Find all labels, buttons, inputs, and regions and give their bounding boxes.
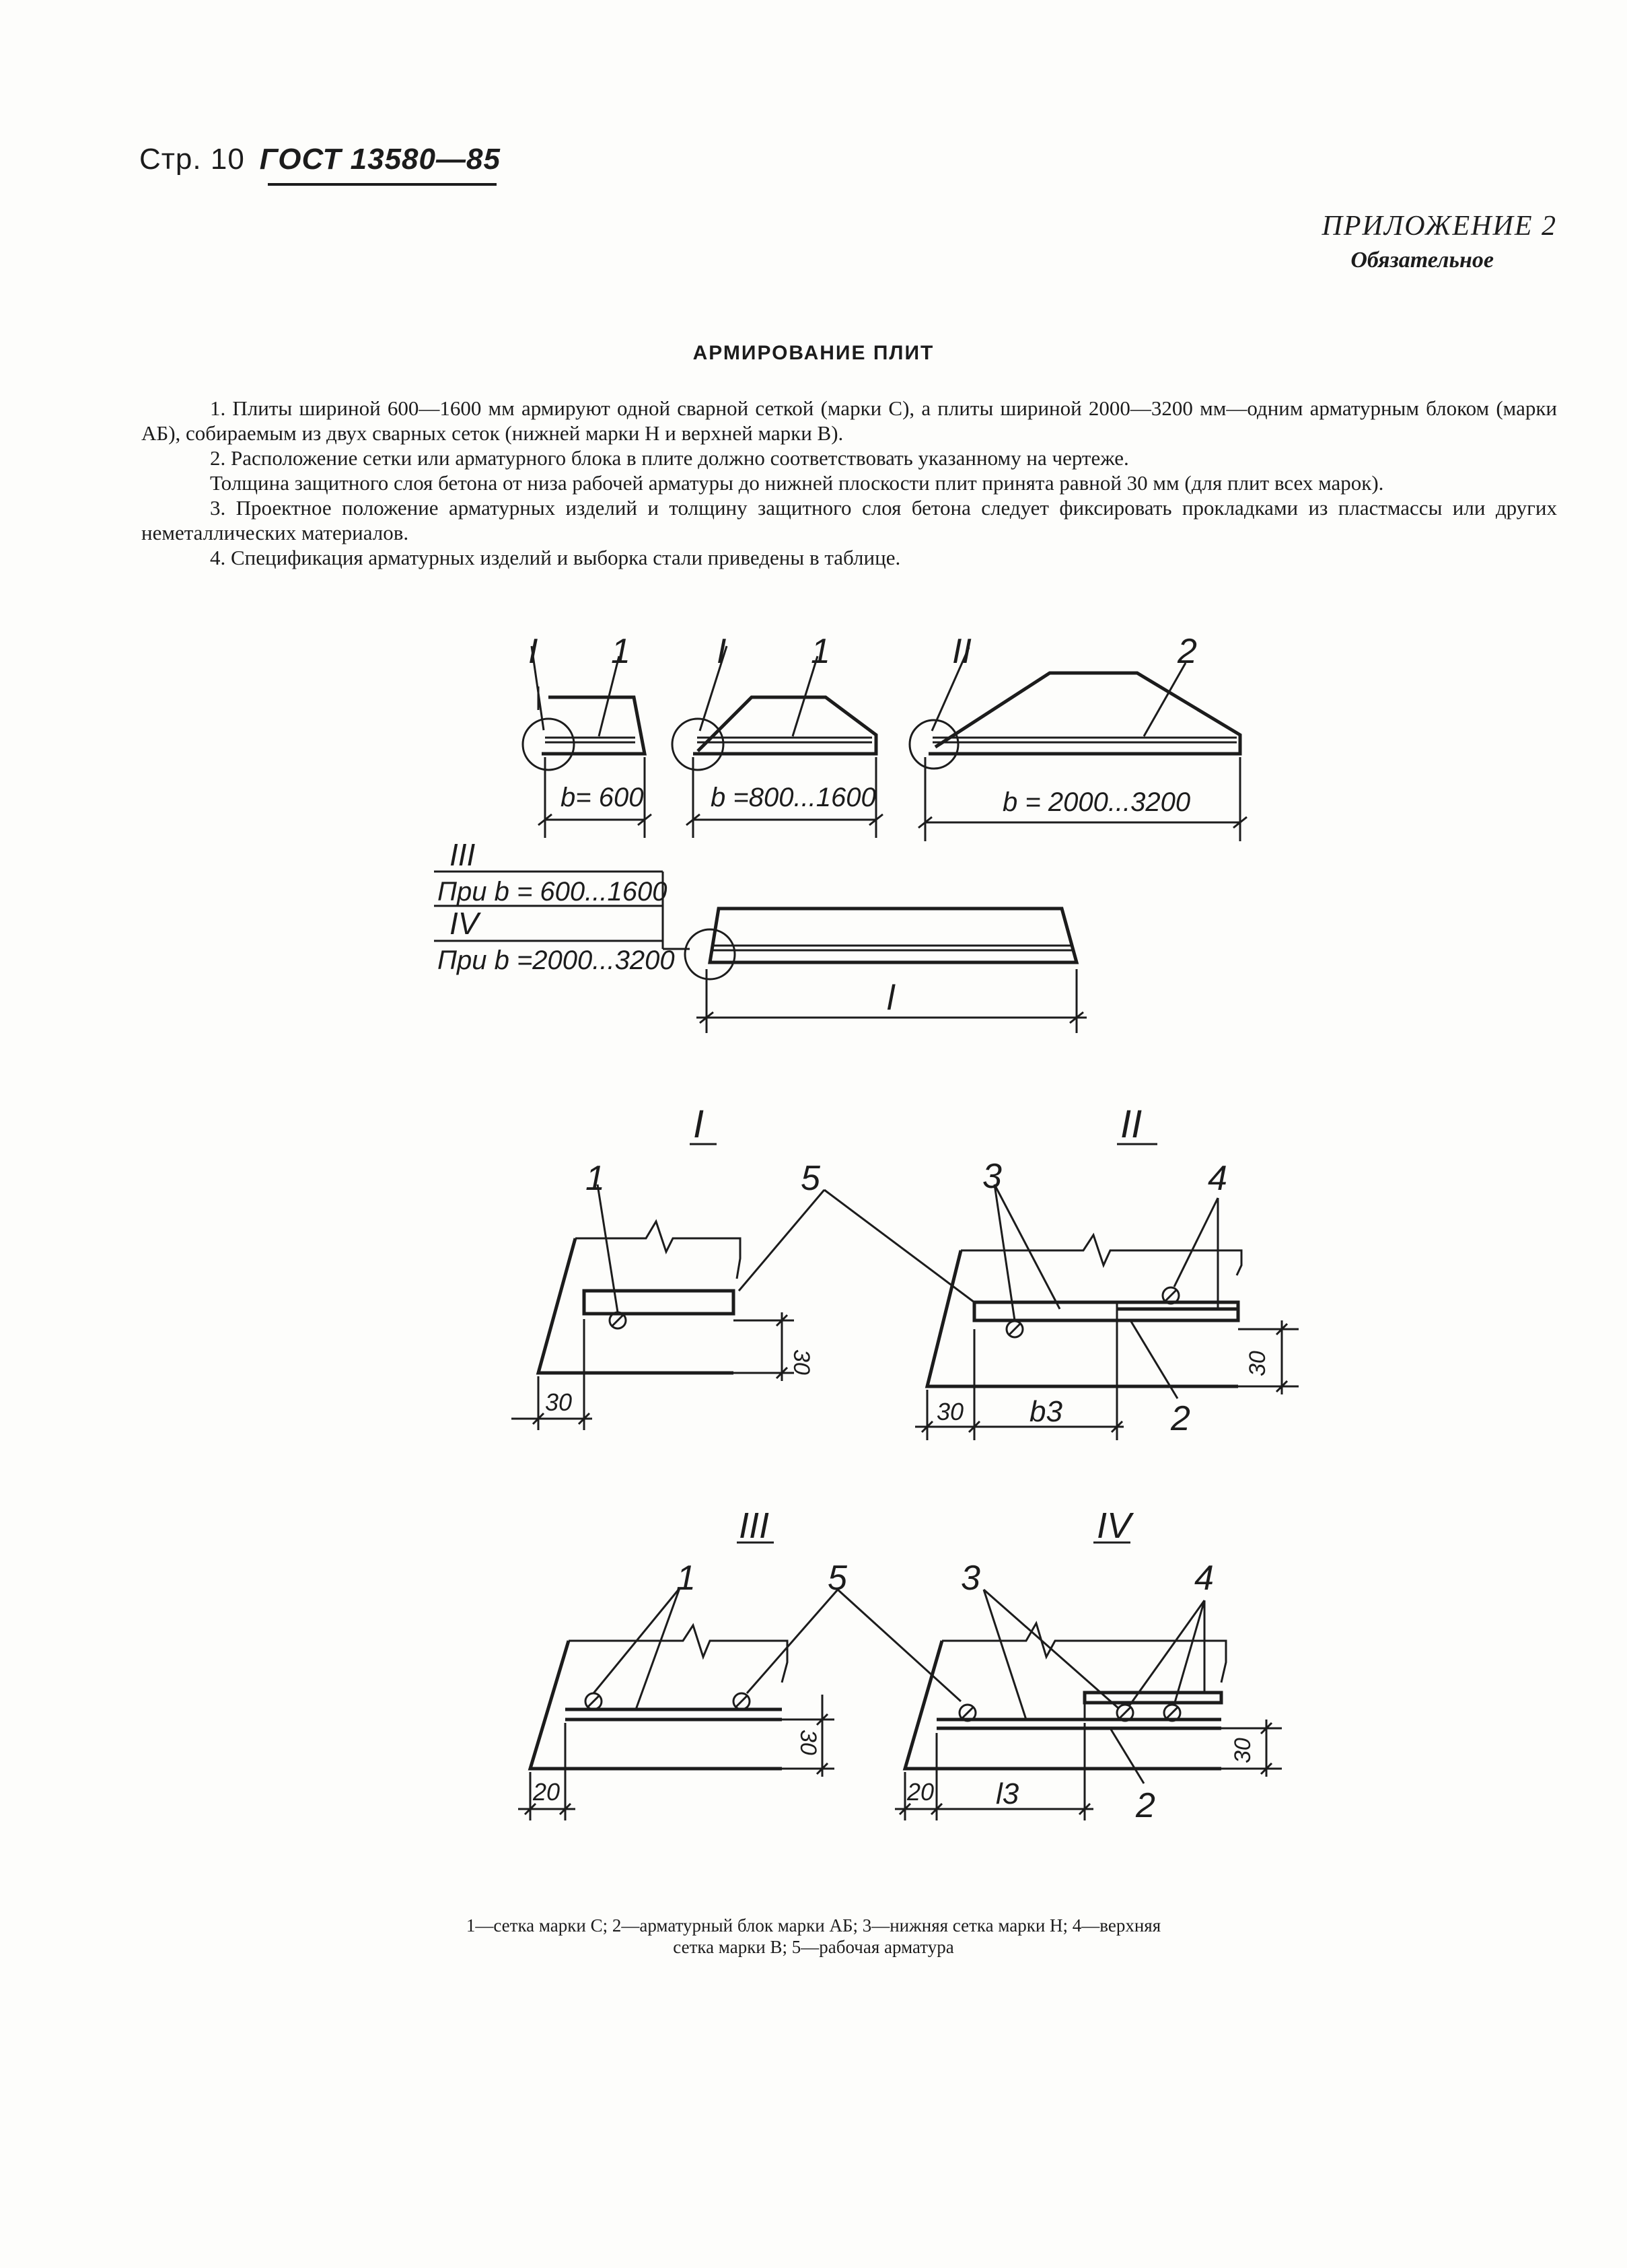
caption-line-2: сетка марки В; 5—рабочая арматура — [673, 1937, 954, 1957]
label-roman-ii-top: II — [952, 632, 972, 671]
label-1-detail-iii: 1 — [676, 1559, 696, 1598]
label-5-detail-i: 5 — [801, 1159, 820, 1198]
label-3-detail-ii: 3 — [982, 1157, 1002, 1196]
dim-20-detail-iv: 20 — [907, 1778, 935, 1806]
label-roman-ii-detail: II — [1120, 1102, 1143, 1146]
dim-b2000: b = 2000...3200 — [1003, 787, 1191, 817]
dim-30-detail-iv-vert: 30 — [1230, 1738, 1256, 1763]
label-5-detail-iii: 5 — [828, 1559, 847, 1598]
label-roman-iii-legend: III — [449, 837, 476, 872]
legend-iv-condition: При b =2000...3200 — [437, 946, 675, 975]
figure-caption — [0, 1915, 1627, 1958]
appendix-subtitle: Обязательное — [1350, 248, 1494, 273]
label-4-detail-iv: 4 — [1194, 1559, 1214, 1598]
paragraph-3: Толщина защитного слоя бетона от низа рабочей арматуры до нижней плоскости плит принята равной 30 мм (для плит всех марок). — [210, 471, 1384, 495]
dim-30-detail-i-vert: 30 — [789, 1349, 814, 1375]
paragraph-5: 4. Спецификация арматурных изделий и выборка стали приведены в таблице. — [210, 546, 901, 569]
dim-b600: b= 600 — [561, 783, 644, 812]
section-b2000 — [910, 632, 1247, 841]
page-number: Стр. 10 — [139, 143, 245, 176]
dim-30-detail-i-horiz: 30 — [545, 1388, 573, 1416]
detail-iii — [518, 1505, 961, 1820]
label-2-top: 2 — [1178, 632, 1197, 671]
dim-l3: l3 — [996, 1777, 1019, 1810]
detail-i — [511, 1102, 974, 1430]
paragraph-4: 3. Проектное положение арматурных изделий и толщину защитного слоя бетона следует фиксировать прокладками из пластмассы или других неметаллических материалов. — [141, 496, 1557, 544]
label-roman-i-detail: I — [693, 1102, 704, 1146]
section-heading: АРМИРОВАНИЕ ПЛИТ — [692, 342, 935, 364]
longitudinal-section — [434, 837, 1087, 1033]
dim-30-detail-ii-vert: 30 — [1245, 1351, 1270, 1376]
section-b800 — [672, 632, 883, 838]
appendix-title: ПРИЛОЖЕНИЕ 2 — [1322, 211, 1557, 242]
dim-b800: b =800...1600 — [711, 783, 876, 812]
label-roman-i-top: I — [528, 632, 538, 671]
standard-number: ГОСТ 13580—85 — [259, 143, 501, 176]
dim-length: l — [887, 979, 895, 1018]
label-4-detail-ii: 4 — [1208, 1159, 1227, 1198]
label-roman-i-top-2: I — [717, 632, 727, 671]
label-roman-iv-legend: IV — [449, 906, 479, 941]
label-1-detail-i: 1 — [585, 1159, 605, 1198]
label-1-top-a: 1 — [611, 632, 630, 671]
paragraph-1: 1. Плиты шириной 600—1600 мм армируют одной сварной сеткой (марки С), а плиты шириной 2000—3200 мм—одним арматурным блоком (марки АБ), собираемым из двух сварных сеток (нижней марки Н и верхней марки В). — [141, 396, 1557, 445]
label-roman-iv-detail: IV — [1097, 1505, 1132, 1546]
dim-b3: b3 — [1029, 1395, 1062, 1428]
paragraph-2: 2. Расположение сетки или арматурного блока в плите должно соответствовать указанному на чертеже. — [210, 446, 1129, 470]
legend-iii-condition: При b = 600...1600 — [437, 877, 667, 907]
label-3-detail-iv: 3 — [961, 1559, 980, 1598]
dim-30-detail-ii-horiz: 30 — [937, 1398, 964, 1425]
section-b600 — [523, 632, 651, 838]
caption-line-1: 1—сетка марки С; 2—арматурный блок марки АБ; 3—нижняя сетка марки Н; 4—верхняя — [466, 1915, 1161, 1936]
label-2-detail-ii: 2 — [1171, 1399, 1190, 1438]
detail-ii — [915, 1102, 1299, 1440]
label-2-detail-iv: 2 — [1136, 1786, 1155, 1825]
label-roman-iii-detail: III — [739, 1505, 770, 1546]
label-1-top-b: 1 — [811, 632, 830, 671]
detail-iv — [895, 1505, 1282, 1825]
dim-20-detail-iii: 20 — [533, 1778, 561, 1806]
dim-30-detail-iii-vert: 30 — [795, 1730, 821, 1755]
